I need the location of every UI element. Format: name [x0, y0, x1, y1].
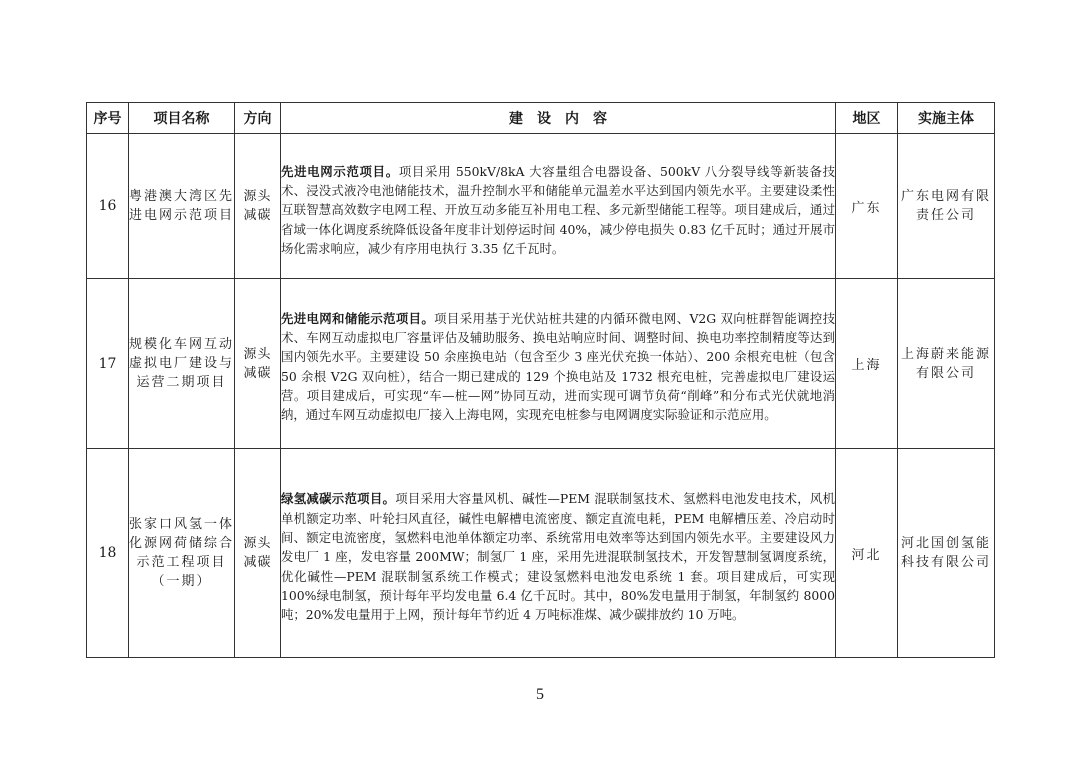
row-region: 广东	[836, 134, 898, 279]
row-project-name: 规模化车网互动虚拟电厂建设与运营二期项目	[129, 279, 235, 449]
table-row	[87, 279, 995, 449]
content-lead: 先进电网和储能示范项目。	[281, 310, 435, 326]
row-direction	[235, 449, 281, 658]
row-owner: 上海蔚来能源有限公司	[898, 279, 995, 449]
page-number: 5	[536, 686, 544, 703]
row-content	[281, 134, 836, 279]
row-owner: 河北国创氢能科技有限公司	[898, 449, 995, 658]
row-region: 河北	[836, 449, 898, 658]
row-project-name: 粤港澳大湾区先进电网示范项目	[129, 134, 235, 279]
header-content: 建 设 内 容	[281, 103, 836, 134]
content-body: 项目采用基于光伏站桩共建的内循环微电网、V2G 双向桩群智能调控技术、车网互动虚拟电厂容量评估及辅助服务、换电站响应时间、调整时间、换电功率控制精度等达到国内领先水平。主要建设 50 余座换电站（包含至少 3 座光伏充换一体站）、200 余根充电桩（包含 50 余根 V2G 双向桩），结合一期已建成的 129 个换电站及 1732 根充电桩，完善虚拟电厂建设运营。项目建成后，可实现“车—桩—网”协同互动，进而实现可调节负荷“削峰”和分布式光伏就地消纳，通过车网互动虚拟电厂接入上海电网，实现充电桩参与电网调度实际验证和示范应用。	[281, 310, 835, 423]
direction-text: 源头减碳	[243, 189, 272, 223]
row-owner: 广东电网有限责任公司	[898, 134, 995, 279]
project-table	[86, 102, 995, 658]
row-content	[281, 279, 836, 449]
content-lead: 绿氢减碳示范项目。	[281, 491, 396, 507]
header-direction: 方向	[235, 103, 281, 134]
direction-text: 源头减碳	[243, 536, 272, 570]
content-body: 项目采用大容量风机、碱性—PEM 混联制氢技术、氢燃料电池发电技术，风机单机额定功率、叶轮扫风直径，碱性电解槽电流密度、额定直流电耗，PEM 电解槽压差、冷启动时间、额定电流密度，氢燃料电池单体额定功率、系统常用电效率等达到国内领先水平。主要建设风力发电厂 1 座，发电容量 200MW；制氢厂 1 座，采用先进混联制氢技术，开发智慧制氢调度系统，优化碱性—PEM 混联制氢系统工作模式；建设氢燃料电池发电系统 1 套。项目建成后，可实现 100%绿电制氢，预计每年平均发电量 6.4 亿千瓦时。其中，80%发电量用于制氢，年制氢约 8000 吨；20%发电量用于上网，预计每年节约近 4 万吨标准煤、减少碳排放约 10 万吨。	[281, 491, 836, 623]
row-no: 17	[87, 279, 129, 449]
table-header-row	[87, 103, 995, 134]
content-body: 项目采用 550kV/8kA 大容量组合电器设备、500kV 八分裂导线等新装备技术、浸没式液冷电池储能技术，温升控制水平和储能单元温差水平达到国内领先水平。主要建设柔性互联智慧高效数字电网工程、开放互动多能互补用电工程、多元新型储能工程等。项目建成后，通过省域一体化调度系统降低设备年度非计划停运时间 40%，减少停电损失 0.83 亿千瓦时；通过开展市场化需求响应，减少有序用电执行 3.35 亿千瓦时。	[281, 163, 836, 256]
row-region: 上海	[836, 279, 898, 449]
table-row	[87, 134, 995, 279]
table-row	[87, 449, 995, 658]
row-no: 18	[87, 449, 129, 658]
content-lead: 先进电网示范项目。	[281, 163, 399, 179]
row-no: 16	[87, 134, 129, 279]
row-project-name: 张家口风氢一体化源网荷储综合示范工程项目（一期）	[129, 449, 235, 658]
row-direction	[235, 134, 281, 279]
header-no: 序号	[87, 103, 129, 134]
header-name: 项目名称	[129, 103, 235, 134]
row-content	[281, 449, 836, 658]
header-region: 地区	[836, 103, 898, 134]
header-owner: 实施主体	[898, 103, 995, 134]
direction-text: 源头减碳	[243, 346, 272, 381]
row-direction	[235, 279, 281, 449]
